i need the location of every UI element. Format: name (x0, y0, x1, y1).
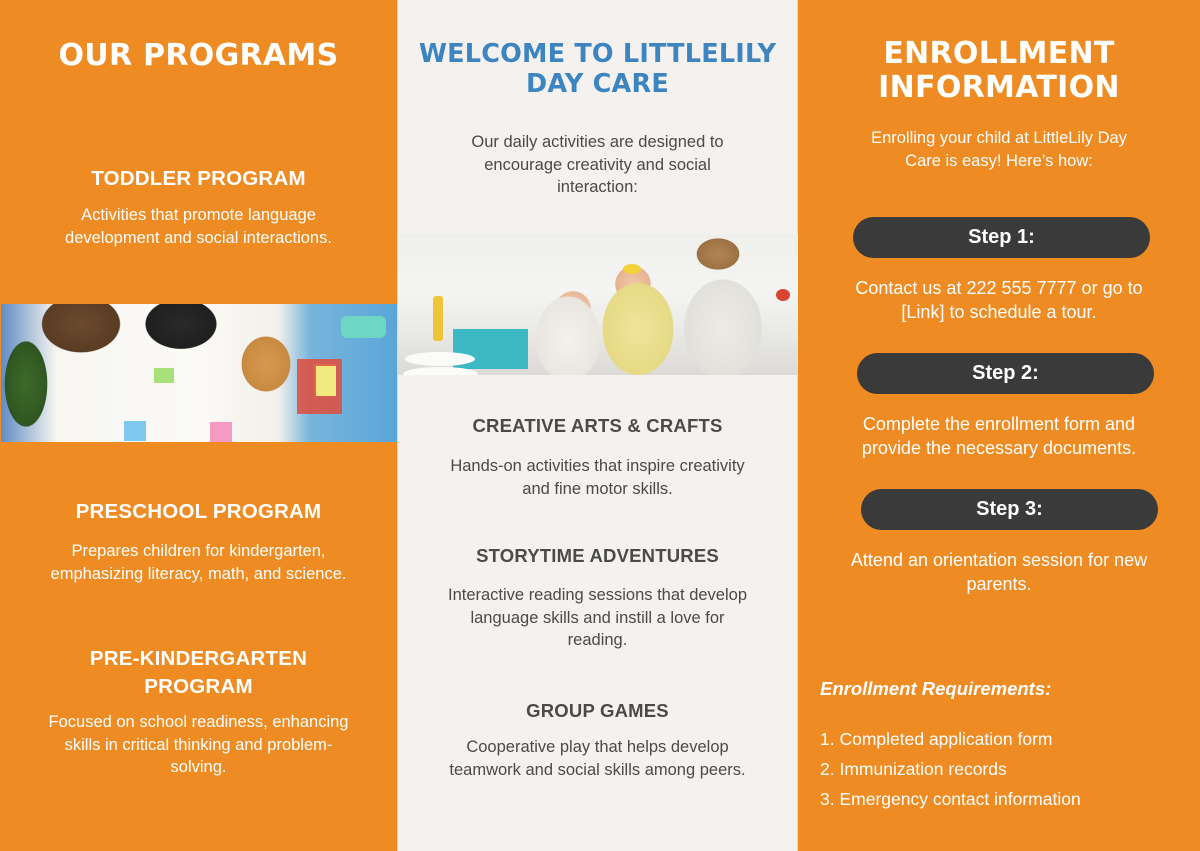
requirement-item: 2. Immunization records (820, 759, 1007, 779)
program-description: Activities that promote language development and social interactions. (65, 206, 332, 247)
activity-title: CREATIVE ARTS & CRAFTS (472, 415, 723, 436)
requirement-item: 1. Completed application form (820, 729, 1053, 749)
step-2-badge: Step 2: (857, 353, 1154, 394)
welcome-title: WELCOME TO LITTLELILY DAY CARE (418, 39, 777, 99)
enrollment-panel (798, 0, 1200, 851)
programs-panel (0, 0, 397, 851)
step-3-description: Attend an orientation session for new parents. (850, 550, 1148, 594)
program-description: Focused on school readiness, enhancing skills in critical thinking and problem- solving. (48, 713, 349, 776)
activity-title: GROUP GAMES (526, 700, 669, 721)
step-1-badge: Step 1: (853, 217, 1150, 258)
activity-title: STORYTIME ADVENTURES (476, 545, 719, 566)
enrollment-intro: Enrolling your child at LittleLily Day Care is easy! Here’s how: (871, 129, 1127, 170)
requirements-list (820, 724, 1081, 814)
programs-title: OUR PROGRAMS (58, 38, 339, 73)
requirements-title: Enrollment Requirements: (820, 678, 1052, 699)
children-drawing-photo (1, 304, 397, 442)
enrollment-title: ENROLLMENT INFORMATION (878, 36, 1120, 105)
requirement-item: 3. Emergency contact information (820, 789, 1081, 809)
program-description: Prepares children for kindergarten, emphasizing literacy, math, and science. (50, 542, 347, 583)
activity-description: Hands-on activities that inspire creativity and fine motor skills. (450, 457, 745, 498)
step-1-description: Contact us at 222 555 7777 or go to [Link] to schedule a tour. (855, 278, 1143, 322)
program-title: PRESCHOOL PROGRAM (75, 500, 322, 523)
step-2-description: Complete the enrollment form and provide the necessary documents. (861, 414, 1137, 458)
activity-description: Cooperative play that helps develop teamwork and social skills among peers. (449, 738, 746, 779)
welcome-panel (397, 0, 798, 851)
children-hugging-photo (398, 234, 798, 375)
activity-description: Interactive reading sessions that develop language skills and instill a love for reading. (447, 586, 747, 649)
program-title: TODDLER PROGRAM (91, 167, 306, 190)
step-3-badge: Step 3: (861, 489, 1158, 530)
welcome-intro: Our daily activities are designed to encourage creativity and social interaction: (471, 133, 724, 196)
program-title: PRE-KINDERGARTEN PROGRAM (89, 647, 308, 698)
